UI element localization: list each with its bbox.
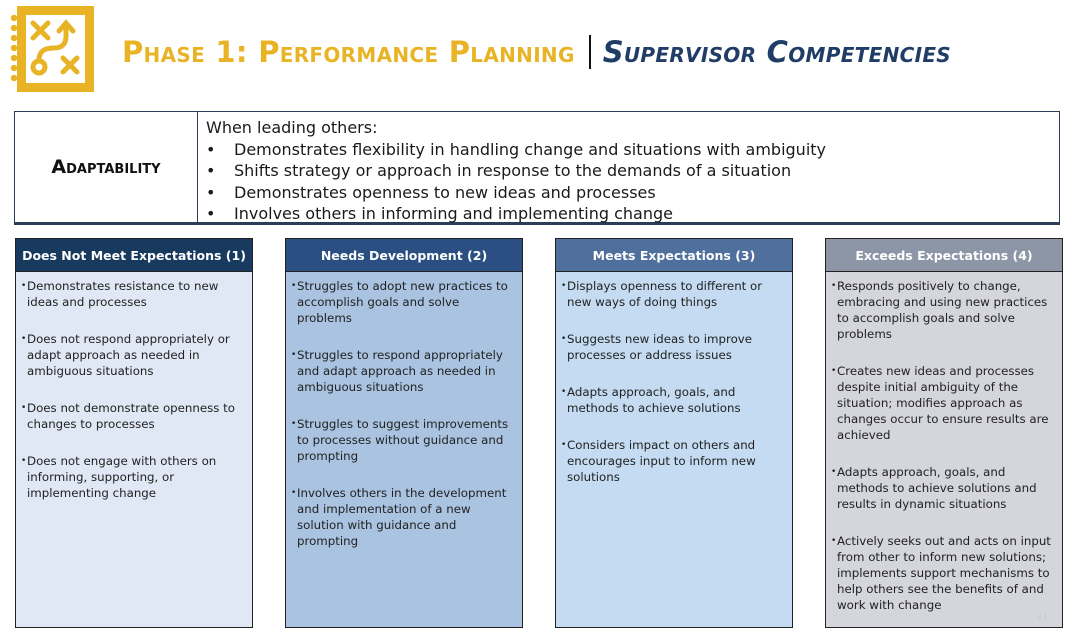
level-item: • Struggles to respond appropriately and adapt approach as needed in ambiguous situations [292,347,516,395]
competency-name: Adaptability [15,112,198,222]
level-item: • Does not demonstrate openness to changes to processes [22,400,246,432]
level-items [286,272,522,549]
level-item: • Actively seeks out and acts on input from other to inform new solutions; implements support mechanisms to help others see the benefits of and work with change [832,533,1056,613]
level-item: • Displays openness to different or new ways of doing things [562,278,786,310]
competency-description [198,112,826,222]
level-header: Exceeds Expectations (4) [826,239,1062,272]
competency-intro: When leading others: [206,118,378,137]
level-item: • Demonstrates resistance to new ideas and processes [22,278,246,310]
level-header: Does Not Meet Expectations (1) [16,239,252,272]
level-items [556,272,792,485]
page-title [122,30,951,74]
level-header: Needs Development (2) [286,239,522,272]
level-items [16,272,252,501]
level-item: • Adapts approach, goals, and methods to achieve solutions and results in dynamic situations [832,464,1056,512]
competency-definition [14,111,1060,225]
phase-title: Phase 1: Performance Planning [122,35,575,69]
competency-bullet: • Involves others in informing and implementing change [206,203,826,225]
level-column-3 [555,238,793,628]
level-item: • Does not respond appropriately or adapt approach as needed in ambiguous situations [22,331,246,379]
level-item: • Suggests new ideas to improve processes or address issues [562,331,786,363]
level-column-1 [15,238,253,628]
page-number: 21 [1036,613,1048,623]
competency-bullet: • Demonstrates openness to new ideas and processes [206,182,826,204]
strategy-playbook-icon [10,4,96,94]
level-item: • Considers impact on others and encourages input to inform new solutions [562,437,786,485]
level-item: • Involves others in the development and implementation of a new solution with guidance and prompting [292,485,516,549]
level-item: • Creates new ideas and processes despite initial ambiguity of the situation; modifies approach as changes occur to ensure results are achieved [832,363,1056,443]
competency-bullet: • Shifts strategy or approach in response to the demands of a situation [206,160,826,182]
level-column-4 [825,238,1063,628]
level-item: • Responds positively to change, embracing and using new practices to accomplish goals and solve problems [832,278,1056,342]
section-subtitle: Supervisor Competencies [602,35,952,69]
level-item: • Struggles to adopt new practices to accomplish goals and solve problems [292,278,516,326]
level-item: • Struggles to suggest improvements to processes without guidance and prompting [292,416,516,464]
level-column-2 [285,238,523,628]
level-items [826,272,1062,613]
level-item: • Adapts approach, goals, and methods to achieve solutions [562,384,786,416]
competency-bullets [206,139,826,225]
competency-bullet: • Demonstrates flexibility in handling change and situations with ambiguity [206,139,826,161]
title-divider [589,35,591,69]
level-item: • Does not engage with others on informing, supporting, or implementing change [22,453,246,501]
level-header: Meets Expectations (3) [556,239,792,272]
